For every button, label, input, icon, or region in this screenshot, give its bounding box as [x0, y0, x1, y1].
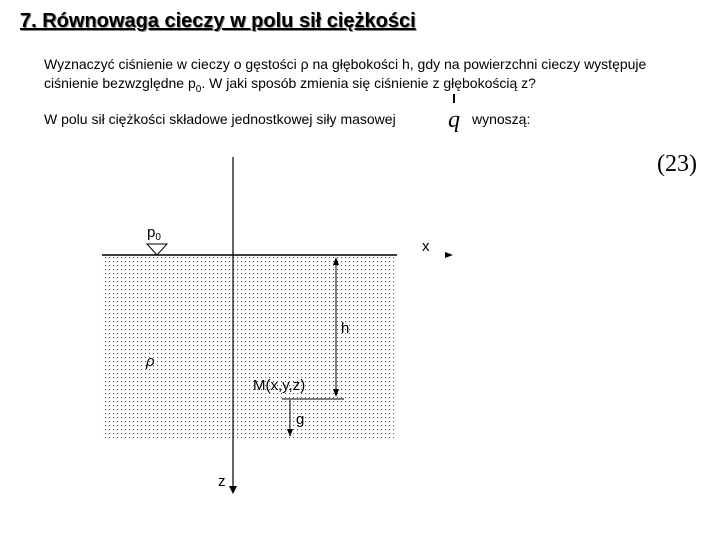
- gravity-label: g: [296, 411, 305, 428]
- body-force-statement: W polu sił ciężkości składowe jednostkowej siły masowej: [44, 111, 396, 127]
- p0-symbol: p: [187, 75, 196, 91]
- p0-subscript: 0: [195, 83, 202, 95]
- liquid-region: [102, 256, 397, 438]
- unit-mass-force-symbol: q: [448, 107, 460, 133]
- z-axis-arrowhead-icon: [229, 486, 237, 494]
- surface-pressure-label: $p_0$: [147, 224, 161, 243]
- density-label: ρ: [146, 353, 155, 370]
- equation-number: (23): [657, 151, 697, 177]
- body-force-suffix: wynoszą:: [472, 111, 531, 127]
- problem-text-end: . W jaki sposób zmienia się ciśnienie z głębokością z?: [201, 75, 536, 91]
- point-label: M(x,y,z): [253, 377, 306, 394]
- depth-label: h: [341, 320, 350, 337]
- z-axis-label: z: [218, 473, 226, 490]
- x-axis-label: x: [422, 238, 430, 255]
- page-title: 7. Równowaga cieczy w polu sił ciężkości: [20, 10, 416, 32]
- problem-text-start: Wyznaczyć ciśnienie w cieczy o gęstości ρ na głębokości h, gdy na powierzchni cieczy występuje ciśnienie bezwzględne: [44, 56, 647, 91]
- surface-marker-icon: [147, 244, 167, 255]
- x-axis-arrowhead-icon: [445, 252, 453, 258]
